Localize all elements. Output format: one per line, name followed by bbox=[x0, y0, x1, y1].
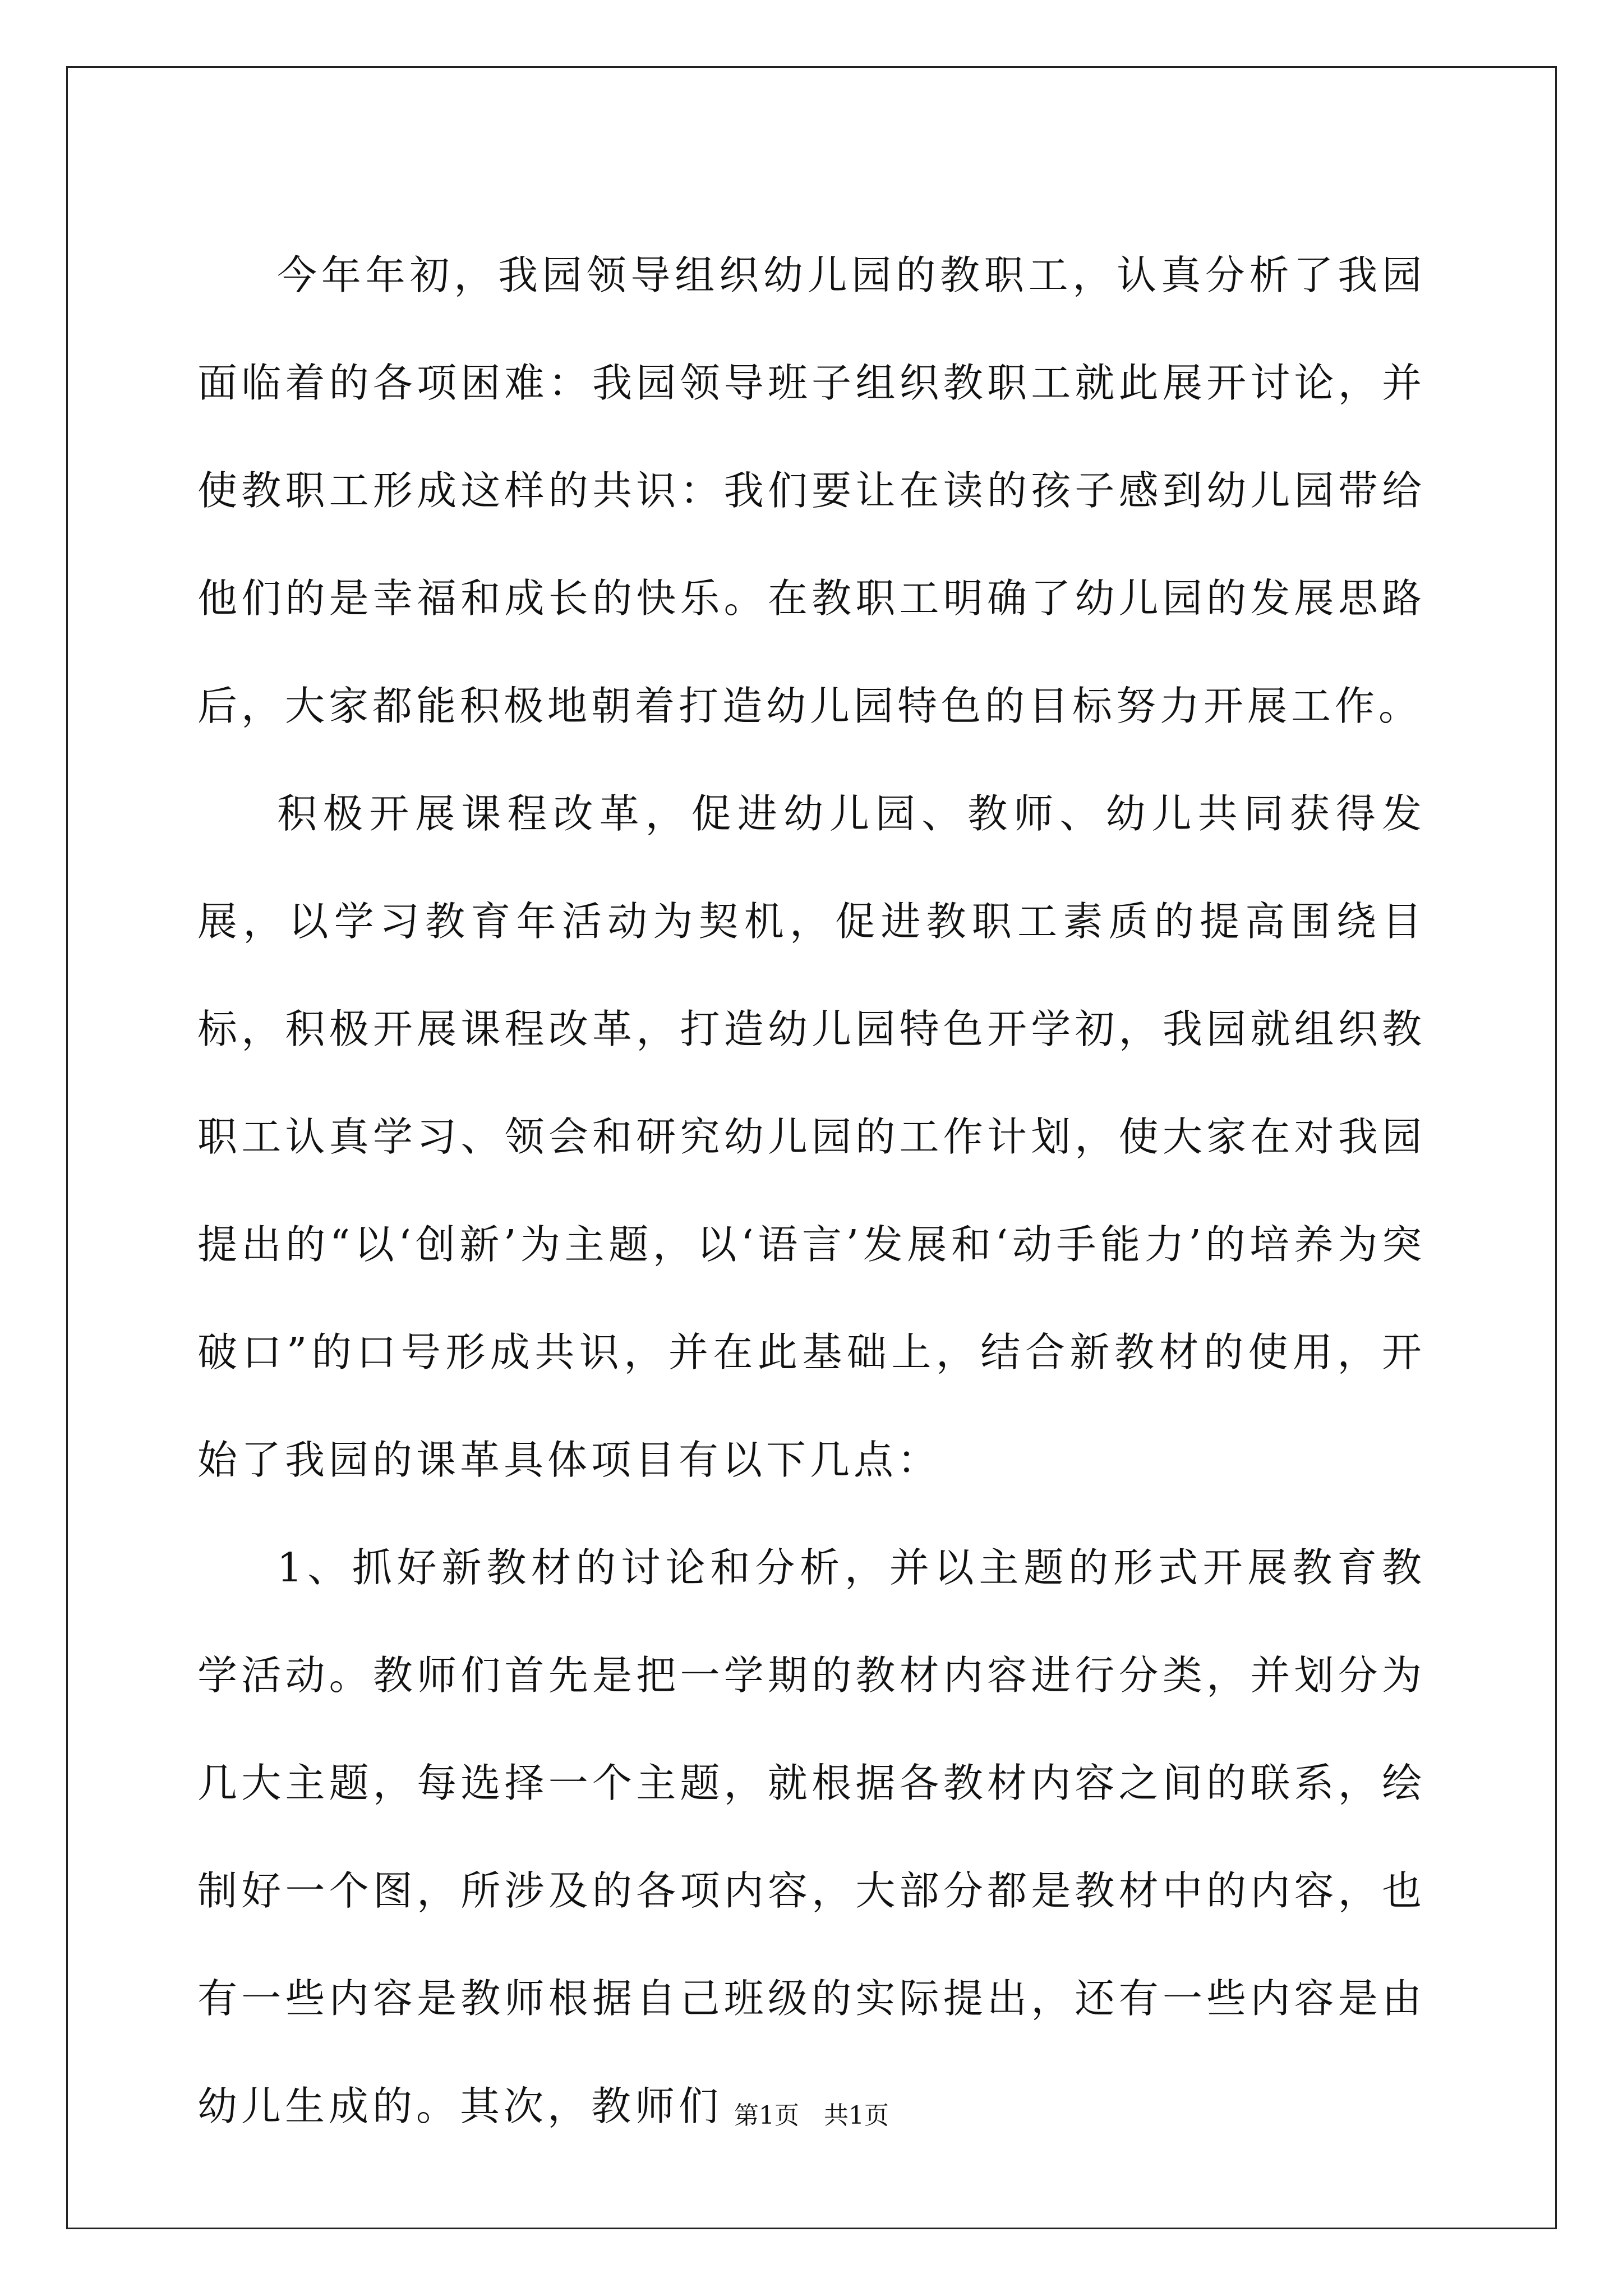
document-body bbox=[197, 222, 1426, 2160]
paragraph-1: 今年年初，我园领导组织幼儿园的教职工，认真分析了我园面临着的各项困难：我园领导班子组织教职工就此展开讨论，并使教职工形成这样的共识：我们要让在读的孩子感到幼儿园带给他们的是幸福和成长的快乐。在教职工明确了幼儿园的发展思路后，大家都能积极地朝着打造幼儿园特色的目标努力开展工作。 bbox=[197, 252, 1426, 729]
paragraph-2: 积极开展课程改革，促进幼儿园、教师、幼儿共同获得发展，以学习教育年活动为契机，促进教职工素质的提高围绕目标，积极开展课程改革，打造幼儿园特色开学初，我园就组织教职工认真学习、领会和研究幼儿园的工作计划，使大家在对我园提出的“以‘创新’为主题，以‘语言’发展和‘动手能力’的培养为突破口”的口号形成共识，并在此基础上，结合新教材的使用，开始了我园的课革具体项目有以下几点： bbox=[197, 790, 1426, 1483]
page-footer: 第1页 共1页 bbox=[734, 2101, 889, 2130]
paragraph-3: 1、抓好新教材的讨论和分析，并以主题的形式开展教育教学活动。教师们首先是把一学期的教材内容进行分类，并划分为几大主题，每选择一个主题，就根据各教材内容之间的联系，绘制好一个图，所涉及的各项内容，大部分都是教材中的内容，也有一些内容是教师根据自己班级的实际提出，还有一些内容是由幼儿生成的。其次，教师们 bbox=[197, 1544, 1426, 2129]
